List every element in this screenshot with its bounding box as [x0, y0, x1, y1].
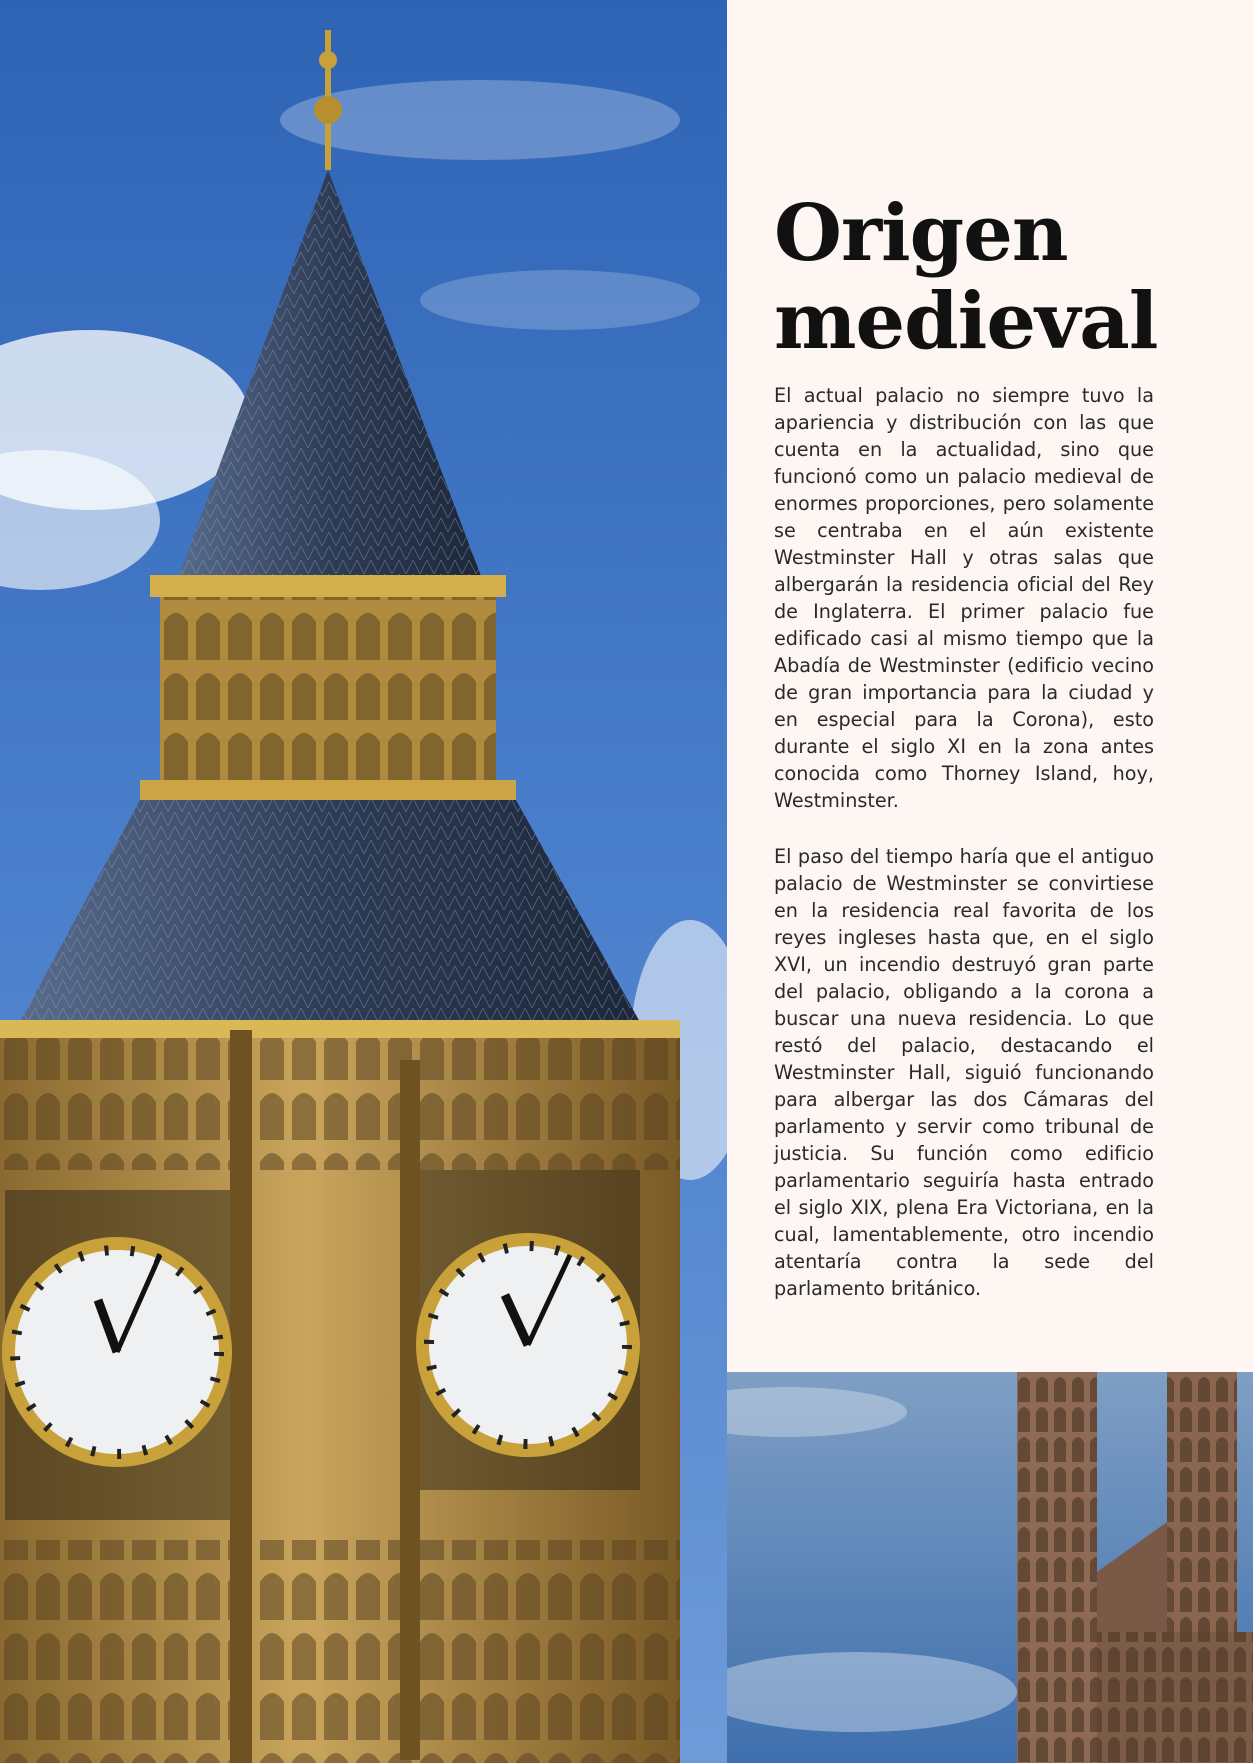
westminster-towers-photo: [727, 1372, 1253, 1763]
body-paragraph-1: El actual palacio no siempre tuvo la apariencia y distribución con las que cuenta en la actualidad, sino que funcionó como un palacio medieval de enormes proporciones, pero solamente se centraba en el aún existente Westminster Hall y otras salas que albergarán la residencia oficial del Rey de Inglaterra. El primer palacio fue edificado casi al mismo tiempo que la Abadía de Westminster (edificio vecino de gran importancia para la ciudad y en especial para la Corona), esto durante el siglo XI en la zona antes conocida como Thorney Island, hoy, Westminster.: [774, 384, 1154, 812]
page-title: Origen medieval: [774, 188, 1158, 367]
body-paragraph-2: El paso del tiempo haría que el antiguo palacio de Westminster se convirtiese en la residencia real favorita de los reyes ingleses hasta que, en el siglo XVI, un incendio destruyó gran parte del palacio, obligando a la corona a buscar una nueva residencia. Lo que restó del palacio, destacando el Westminster Hall, siguió funcionando para albergar las dos Cámaras del parlamento y servir como tribunal de justicia. Su función como edificio parlamentario seguiría hasta entrado el siglo XIX, plena Era Victoriana, en la cual, lamentablemente, otro incendio atentaría contra la sede del parlamento británico.: [774, 845, 1154, 1300]
text-panel: [727, 0, 1253, 1372]
